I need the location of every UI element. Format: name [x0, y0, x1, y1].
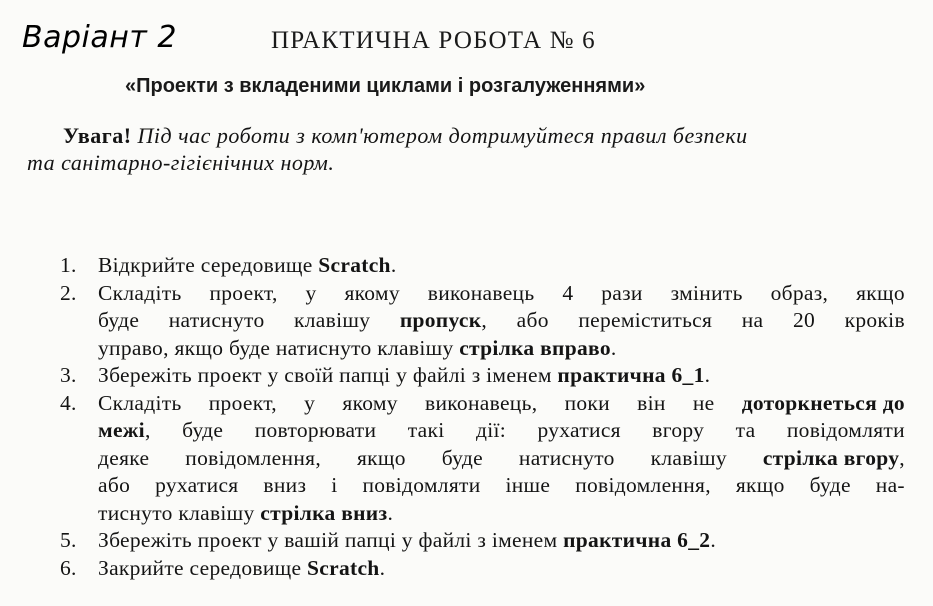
text-fragment: . — [704, 363, 711, 387]
step-line — [98, 252, 905, 280]
bold-term: практична 6_1 — [557, 363, 705, 387]
step-item — [60, 362, 905, 390]
step-text — [98, 390, 905, 528]
bold-term: стрілка вправо — [459, 335, 611, 360]
text-fragment: . — [379, 555, 386, 580]
text-fragment: або — [98, 473, 131, 497]
bold-term: Scratch — [318, 253, 391, 277]
text-fragment: якщо — [856, 280, 905, 305]
page-title: ПРАКТИЧНА РОБОТА № 6 — [271, 27, 596, 54]
step-line — [98, 445, 905, 473]
step-number: 3. — [60, 363, 77, 387]
text-fragment: проект, — [209, 280, 278, 305]
text-fragment: . — [387, 500, 394, 525]
step-line — [98, 362, 905, 390]
text-fragment: та — [735, 418, 756, 442]
text-fragment: . — [710, 528, 717, 552]
step-line — [98, 500, 905, 528]
bold-term: межі, — [98, 418, 151, 442]
step-number: 1. — [60, 253, 77, 277]
text-fragment: . — [610, 335, 617, 360]
warning-text-2: та санітарно-гігієнічних норм. — [27, 150, 335, 175]
text-fragment: не — [692, 390, 715, 415]
text-fragment: якому — [342, 390, 398, 415]
step-text — [98, 252, 905, 280]
variant-label: Варіант 2 — [22, 20, 177, 55]
step-number: 5. — [60, 528, 77, 552]
text-fragment: образ, — [770, 280, 829, 305]
text-fragment: і — [331, 473, 338, 497]
text-fragment: повідомляти — [362, 473, 481, 497]
bold-term: стрілка вниз — [260, 500, 388, 525]
text-fragment: вгору — [652, 418, 705, 442]
text-fragment: Збережіть проект у своїй папці у файлі з іменем — [98, 363, 558, 387]
text-fragment: виконавець, — [425, 390, 538, 415]
bold-term: Scratch — [307, 555, 380, 580]
text-fragment: повідомлення, — [575, 473, 711, 497]
bold-term: стрілка вгору, — [762, 445, 905, 470]
text-fragment: натиснуто — [168, 308, 265, 332]
text-fragment: якщо — [356, 445, 406, 470]
warning-line-1 — [27, 122, 907, 149]
text-fragment: дії: — [475, 418, 507, 442]
text-fragment: Відкрийте середовище — [98, 253, 319, 277]
text-fragment: якщо — [735, 473, 785, 497]
warning-label: Увага! — [63, 123, 132, 148]
text-fragment: буде — [182, 418, 224, 442]
text-fragment: управо, якщо буде натиснуто клавішу — [98, 335, 460, 360]
text-fragment: буде — [98, 308, 140, 332]
text-fragment: рухатися — [155, 473, 239, 497]
text-fragment: 20 — [792, 308, 816, 332]
text-fragment: рази — [601, 280, 643, 305]
warning-note — [27, 122, 907, 176]
text-fragment: Закрийте середовище — [98, 555, 308, 580]
warning-line-2 — [27, 149, 907, 176]
step-item — [60, 555, 905, 583]
step-text — [98, 280, 905, 363]
step-line — [98, 390, 905, 418]
text-fragment: Збережіть проект у вашій папці у файлі з іменем — [98, 528, 564, 552]
text-fragment: він — [637, 390, 666, 415]
step-line — [98, 280, 905, 308]
step-text — [98, 527, 905, 555]
step-line — [98, 417, 905, 445]
step-line — [98, 307, 905, 335]
text-fragment: клавішу — [650, 445, 727, 470]
text-fragment: виконавець — [427, 280, 535, 305]
step-line — [98, 472, 905, 500]
step-text — [98, 555, 905, 583]
text-fragment: . — [390, 253, 397, 277]
bold-term: практична 6_2 — [563, 528, 711, 552]
text-fragment: повідомляти — [786, 418, 905, 442]
step-number: 4. — [60, 390, 77, 415]
text-fragment: повідомлення, — [185, 445, 321, 470]
bold-term: доторкнеться до — [741, 390, 905, 415]
text-fragment: натиснуто — [518, 445, 615, 470]
step-item — [60, 252, 905, 280]
text-fragment: такі — [407, 418, 445, 442]
text-fragment: якому — [344, 280, 400, 305]
page-subtitle: «Проекти з вкладеними циклами і розгалуженнями» — [125, 75, 646, 97]
text-fragment: на — [741, 308, 764, 332]
text-fragment: буде — [809, 473, 851, 497]
text-fragment: інше — [505, 473, 551, 497]
step-line — [98, 555, 905, 583]
text-fragment: або — [516, 308, 549, 332]
text-fragment: змінить — [670, 280, 743, 305]
text-fragment: деяке — [98, 445, 150, 470]
step-number: 6. — [60, 555, 77, 580]
steps-list — [60, 252, 905, 582]
text-fragment: у — [305, 280, 317, 305]
text-fragment: вниз — [263, 473, 307, 497]
step-line — [98, 335, 905, 363]
text-fragment: тиснуто клавішу — [98, 500, 261, 525]
step-line — [98, 527, 905, 555]
text-fragment: у — [304, 390, 316, 415]
text-fragment: буде — [441, 445, 483, 470]
text-fragment: Складіть — [98, 390, 182, 415]
text-fragment: рухатися — [537, 418, 621, 442]
text-fragment: на- — [875, 473, 905, 497]
text-fragment: 4 — [562, 280, 574, 305]
text-fragment: клавішу — [294, 308, 371, 332]
text-fragment: кроків — [844, 308, 905, 332]
bold-term: пропуск, — [399, 308, 488, 332]
step-item — [60, 280, 905, 363]
step-number: 2. — [60, 280, 77, 305]
text-fragment: повторювати — [254, 418, 377, 442]
step-text — [98, 362, 905, 390]
step-item — [60, 527, 905, 555]
text-fragment: поки — [564, 390, 610, 415]
text-fragment: Складіть — [98, 280, 182, 305]
warning-text-1: Під час роботи з комп'ютером дотримуйтеся правил безпеки — [137, 123, 748, 148]
text-fragment: проект, — [208, 390, 277, 415]
step-item — [60, 390, 905, 528]
text-fragment: переміститься — [578, 308, 713, 332]
